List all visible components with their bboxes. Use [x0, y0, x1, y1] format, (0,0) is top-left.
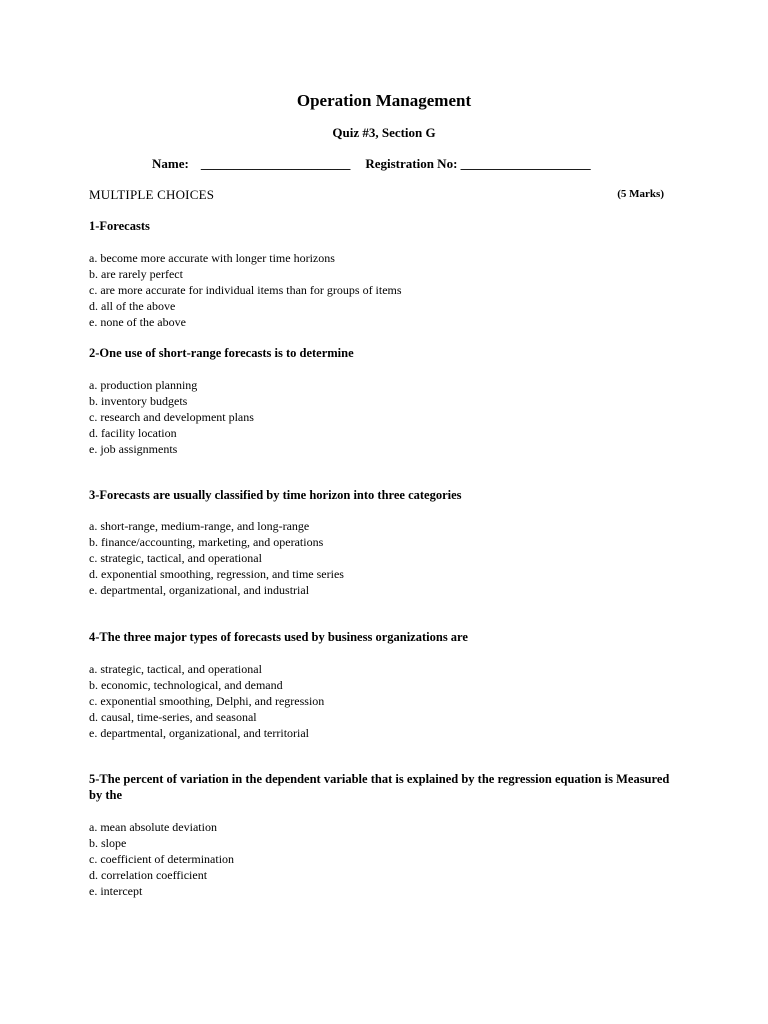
registration-label: Registration No: — [365, 156, 458, 171]
option: c. exponential smoothing, Delphi, and regression — [89, 694, 325, 708]
option: d. exponential smoothing, regression, and time series — [89, 567, 344, 581]
option: d. causal, time-series, and seasonal — [89, 710, 257, 724]
option: b. are rarely perfect — [89, 267, 183, 281]
option: b. finance/accounting, marketing, and operations — [89, 535, 324, 549]
option: c. research and development plans — [89, 410, 254, 424]
option: a. become more accurate with longer time horizons — [89, 251, 335, 265]
option: b. inventory budgets — [89, 394, 188, 408]
option: d. correlation coefficient — [89, 868, 208, 882]
question-2: 2-One use of short-range forecasts is to determine — [89, 346, 354, 360]
option: a. mean absolute deviation — [89, 820, 217, 834]
option: b. economic, technological, and demand — [89, 678, 283, 692]
question-5: 5-The percent of variation in the dependent variable that is explained by the regression equation is Measured by the — [89, 772, 670, 802]
question-3-options — [89, 518, 344, 598]
student-info-line — [152, 157, 591, 170]
quiz-subtitle: Quiz #3, Section G — [332, 125, 436, 140]
question-2-options — [89, 377, 254, 457]
option: b. slope — [89, 836, 127, 850]
question-3: 3-Forecasts are usually classified by time horizon into three categories — [89, 488, 462, 502]
section-label: MULTIPLE CHOICES — [89, 187, 215, 202]
question-1: 1-Forecasts — [89, 219, 150, 233]
option: c. strategic, tactical, and operational — [89, 551, 262, 565]
question-5-options — [89, 819, 234, 899]
option: c. are more accurate for individual items than for groups of items — [89, 283, 402, 297]
option: d. all of the above — [89, 299, 176, 313]
question-4-options — [89, 661, 324, 741]
option: c. coefficient of determination — [89, 852, 235, 866]
question-1-options — [89, 250, 402, 330]
option: e. departmental, organizational, and industrial — [89, 583, 310, 597]
document-title: Operation Management — [296, 91, 472, 110]
option: e. none of the above — [89, 315, 186, 329]
option: d. facility location — [89, 426, 177, 440]
registration-blank: ____________________ — [460, 156, 591, 171]
option: e. departmental, organizational, and territorial — [89, 726, 310, 740]
name-blank: _______________________ — [200, 156, 351, 171]
option: a. production planning — [89, 378, 198, 392]
option: e. intercept — [89, 884, 143, 898]
question-4: 4-The three major types of forecasts used by business organizations are — [89, 630, 468, 644]
section-marks: (5 Marks) — [617, 188, 664, 200]
name-label: Name: — [152, 156, 189, 171]
option: a. short-range, medium-range, and long-range — [89, 519, 310, 533]
option: e. job assignments — [89, 442, 178, 456]
option: a. strategic, tactical, and operational — [89, 662, 262, 676]
